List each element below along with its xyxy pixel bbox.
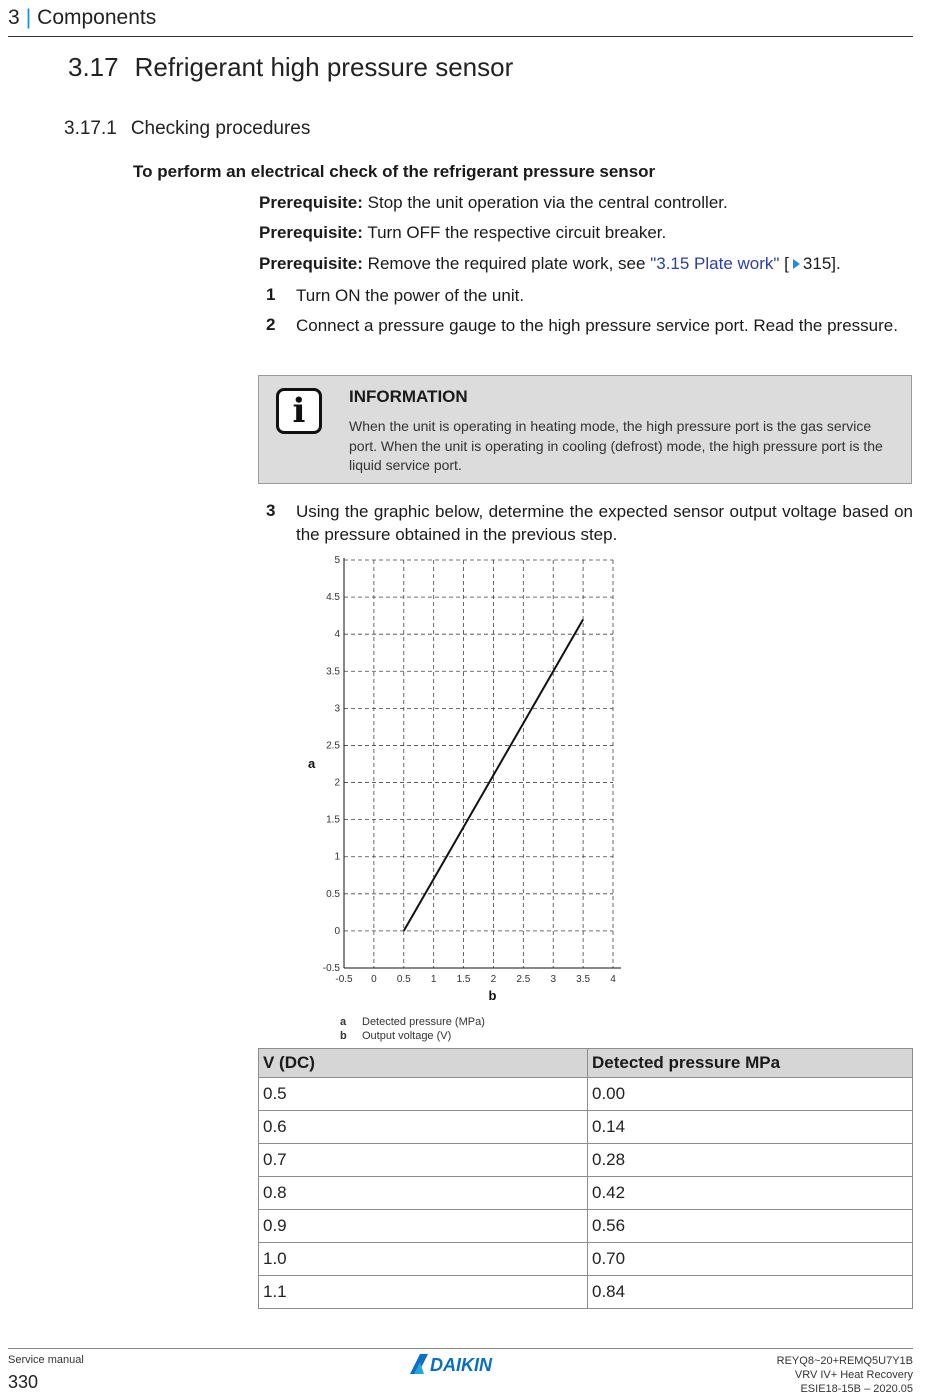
- table-cell: 0.28: [588, 1144, 913, 1177]
- table-cell: 0.56: [588, 1210, 913, 1243]
- x-tick-label: 2: [490, 974, 497, 985]
- prerequisite-label: Prerequisite:: [259, 193, 363, 212]
- plate-work-link[interactable]: "3.15 Plate work": [650, 254, 780, 273]
- legend-text: Detected pressure (MPa): [362, 1016, 485, 1028]
- page-ref-number[interactable]: 315: [802, 254, 832, 273]
- step-number: 2: [266, 315, 276, 334]
- table-header-voltage: V (DC): [259, 1049, 588, 1078]
- y-tick-label: 1: [334, 851, 340, 863]
- table-cell: 0.14: [588, 1111, 913, 1144]
- chart-ticks: [323, 555, 616, 985]
- y-tick-label: -0.5: [322, 963, 340, 974]
- table-cell: 0.84: [588, 1276, 913, 1309]
- voltage-pressure-table: [258, 1048, 913, 1309]
- section-number: 3.17: [68, 52, 119, 82]
- pressure-voltage-chart: [290, 550, 640, 1005]
- table-row: [259, 1144, 913, 1177]
- subsection-title: Checking procedures: [130, 118, 311, 139]
- y-tick-label: 5: [334, 555, 340, 566]
- prerequisite-1: [259, 193, 728, 213]
- step-text: Using the graphic below, determine the expected sensor output voltage based on the pressure obtained in the previous step.: [296, 502, 913, 544]
- table-cell: 0.5: [259, 1078, 588, 1111]
- footer-doc-type: Service manual: [8, 1354, 84, 1366]
- table-header-pressure: Detected pressure MPa: [588, 1049, 913, 1078]
- y-tick-label: 1.5: [326, 814, 340, 826]
- table-cell: 0.42: [588, 1177, 913, 1210]
- information-icon: i: [276, 388, 322, 434]
- table-cell: 0.9: [259, 1210, 588, 1243]
- footer-doc-id: ESIE18-15B – 2020.05: [800, 1383, 913, 1395]
- legend-key: a: [340, 1016, 347, 1028]
- x-tick-label: 3: [550, 974, 557, 985]
- section-heading: [68, 52, 513, 83]
- step-number: 3: [266, 501, 276, 520]
- chart-grid: [344, 560, 613, 968]
- information-title: INFORMATION: [349, 387, 468, 406]
- y-tick-label: 3.5: [326, 666, 340, 678]
- footer-divider: [8, 1348, 913, 1349]
- y-tick-label: 2.5: [326, 740, 340, 752]
- ref-open: [: [779, 254, 789, 273]
- ref-close: ].: [831, 254, 841, 273]
- x-tick-label: 2.5: [516, 974, 531, 985]
- brand-name: DAIKIN: [430, 1355, 492, 1375]
- table-cell: 0.00: [588, 1078, 913, 1111]
- prerequisite-text: Remove the required plate work, see: [362, 254, 651, 273]
- table-row: [259, 1276, 913, 1309]
- y-tick-label: 4.5: [326, 592, 340, 604]
- subsection-heading: [64, 118, 310, 140]
- chapter-number: 3: [8, 6, 20, 29]
- footer-model: REYQ8~20+REMQ5U7Y1B: [776, 1355, 913, 1367]
- legend-text: Output voltage (V): [362, 1030, 452, 1042]
- prerequisite-text: Stop the unit operation via the central controller.: [362, 193, 728, 212]
- table-cell: 0.6: [259, 1111, 588, 1144]
- y-axis-label: a: [308, 756, 316, 771]
- subsection-number: 3.17.1: [64, 118, 117, 139]
- daikin-logo: [408, 1352, 518, 1376]
- step-number: 1: [266, 285, 276, 304]
- table-row: [259, 1078, 913, 1111]
- table-cell: 0.7: [259, 1144, 588, 1177]
- x-tick-label: 4: [610, 974, 616, 985]
- x-tick-label: 3.5: [576, 974, 591, 985]
- information-text: When the unit is operating in heating mode, the high pressure port is the gas service port. When the unit is operating in cooling (defrost) mode, the high pressure port is the liquid service port.: [349, 418, 883, 473]
- x-tick-label: -0.5: [335, 974, 353, 985]
- header-divider: [8, 36, 913, 37]
- footer-series: VRV IV+ Heat Recovery: [794, 1369, 913, 1381]
- y-tick-label: 0.5: [326, 888, 340, 900]
- step-text: Turn ON the power of the unit.: [296, 286, 525, 305]
- y-tick-label: 3: [334, 703, 340, 715]
- legend-item-a: [340, 1016, 485, 1028]
- table-cell: 1.0: [259, 1243, 588, 1276]
- y-tick-label: 0: [334, 925, 340, 937]
- footer-right-info: [777, 1354, 913, 1396]
- x-tick-label: 1: [430, 974, 437, 985]
- page-number: 330: [8, 1372, 39, 1392]
- legend-key: b: [340, 1030, 347, 1042]
- legend-item-b: [340, 1030, 451, 1042]
- x-tick-label: 0.5: [396, 974, 411, 985]
- prerequisite-label: Prerequisite:: [259, 223, 363, 242]
- header-separator: |: [25, 6, 32, 29]
- prerequisite-3: [259, 254, 841, 274]
- chapter-title: Components: [37, 6, 157, 29]
- x-axis-label: b: [488, 988, 497, 1003]
- table-row: [259, 1177, 913, 1210]
- x-tick-label: 1.5: [456, 974, 471, 985]
- prerequisite-label: Prerequisite:: [259, 254, 363, 273]
- table-cell: 0.70: [588, 1243, 913, 1276]
- procedure-title: To perform an electrical check of the refrigerant pressure sensor: [133, 162, 656, 181]
- table-row: [259, 1243, 913, 1276]
- section-title: Refrigerant high pressure sensor: [134, 52, 514, 82]
- table-cell: 0.8: [259, 1177, 588, 1210]
- page-ref-arrow-icon: [793, 259, 800, 269]
- prerequisite-text: Turn OFF the respective circuit breaker.: [362, 223, 667, 242]
- prerequisite-2: [259, 223, 666, 243]
- step-text: Connect a pressure gauge to the high pressure service port. Read the pressure.: [296, 316, 898, 335]
- y-tick-label: 2: [334, 777, 340, 789]
- table-cell: 1.1: [259, 1276, 588, 1309]
- table-header-row: [259, 1049, 913, 1078]
- x-tick-label: 0: [371, 974, 377, 985]
- table-row: [259, 1210, 913, 1243]
- y-tick-label: 4: [334, 629, 340, 641]
- page-header: [8, 6, 156, 30]
- table-row: [259, 1111, 913, 1144]
